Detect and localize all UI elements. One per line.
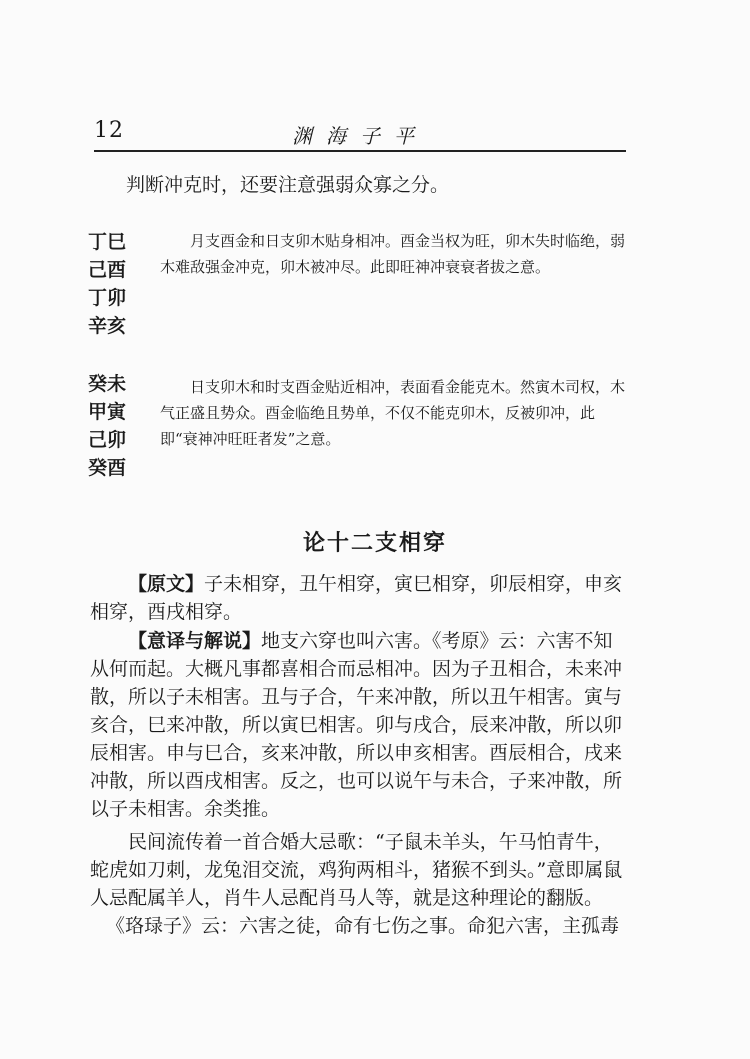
original-text: 子未相穿，丑午相穿，寅巳相穿，卯辰相穿，申亥相穿，酉戌相穿。: [90, 573, 623, 623]
case-text: 日支卯木和时支酉金贴近相冲，表面看金能克木。然寅木司权，木气正盛且势众。酉金临绝且势单，不仅不能克卯木，反被卯冲，此即“衰神冲旺旺者发”之意。: [160, 378, 626, 448]
case-text: 月支酉金和日支卯木贴身相冲。酉金当权为旺，卯木失时临绝，弱木难敌强金冲克，卯木被冲尽。此即旺神冲衰衰者拔之意。: [160, 232, 626, 276]
luolu-paragraph: 《珞琭子》云：六害之徒，命有七伤之事。命犯六害，主孤毒: [106, 915, 620, 937]
intro-line: 判断冲克时，还要注意强弱众寡之分。: [126, 174, 450, 196]
section-title: 论十二支相穿: [302, 531, 447, 556]
header-rule: [94, 150, 626, 152]
pillar-month: 甲寅: [88, 401, 127, 423]
explanation-tag: 【意译与解说】: [128, 630, 262, 652]
pillar-day: 己卯: [88, 429, 127, 451]
page-header: [94, 118, 626, 150]
running-title: 渊海子平: [292, 124, 428, 148]
bazi-pillars: [88, 370, 148, 482]
pillar-year: 丁巳: [88, 231, 127, 253]
bazi-pillars: [88, 228, 148, 340]
explanation-text: 地支六穿也叫六害。《考原》云：六害不知从何而起。大概凡事都喜相合而忌相冲。因为子丑相合，未来冲散，所以子未相害。丑与子合，午来冲散，所以丑午相害。寅与亥合，巳来冲散，所以寅巳相害。卯与戌合，辰来冲散，所以卯辰相害。申与巳合，亥来冲散，所以申亥相害。酉辰相合，戌来冲散，所以酉戌相害。反之，也可以说午与未合，子来冲散，所以子未相害。余类推。: [90, 630, 623, 820]
explanation-paragraph: [90, 627, 630, 823]
pillar-day: 丁卯: [88, 287, 127, 309]
folk-song-paragraph: 民间流传着一首合婚大忌歌：“子鼠未羊头，午马怕青牛，蛇虎如刀刺，龙兔泪交流，鸡狗两相斗，猪猴不到头。”意即属鼠人忌配属羊人，肖牛人忌配肖马人等，就是这种理论的翻版。: [90, 831, 623, 909]
original-text-paragraph: [90, 570, 630, 626]
pillar-month: 己酉: [88, 259, 127, 281]
pillar-hour: 辛亥: [88, 315, 127, 337]
pillar-hour: 癸酉: [88, 457, 127, 479]
case-example-2: [88, 370, 628, 490]
case-example-1: [88, 228, 628, 368]
page-number: 12: [94, 118, 124, 143]
pillar-year: 癸未: [88, 373, 127, 395]
original-tag: 【原文】: [128, 573, 205, 595]
